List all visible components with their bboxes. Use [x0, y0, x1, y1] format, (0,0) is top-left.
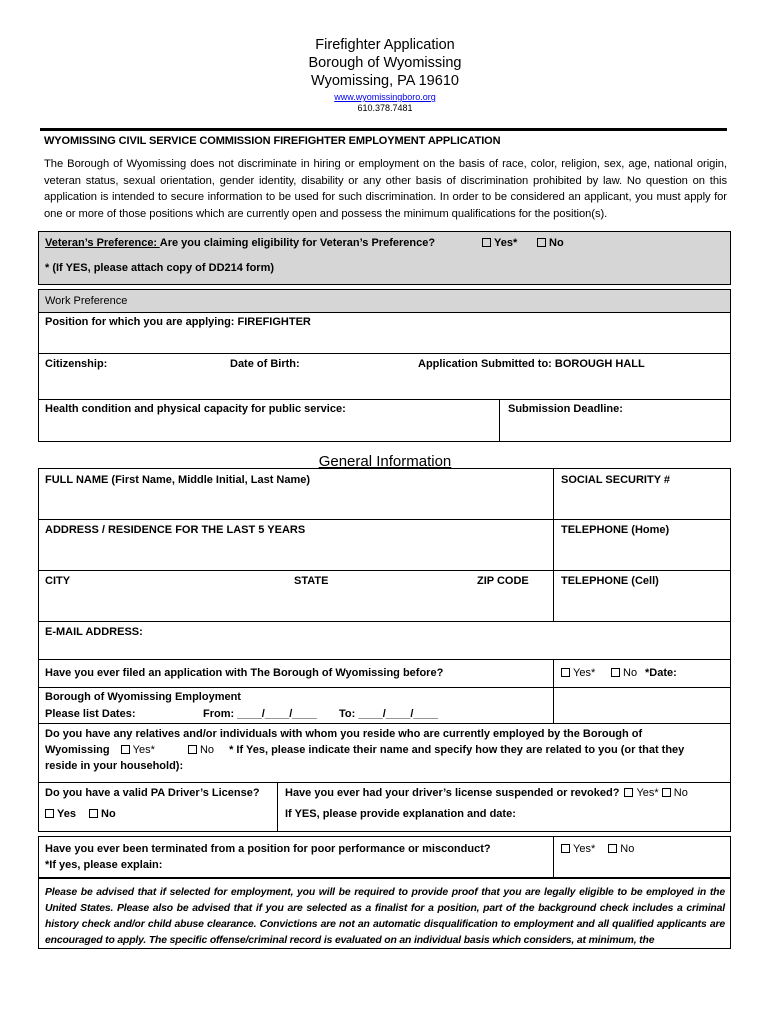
- email-label: E-MAIL ADDRESS:: [45, 626, 143, 638]
- filed-no-option[interactable]: [611, 667, 637, 679]
- header-rule: [40, 128, 727, 131]
- suspended-no-checkbox[interactable]: [662, 788, 671, 797]
- suspended-yes-checkbox[interactable]: [624, 788, 633, 797]
- employment-from: From: ____/____/____: [203, 708, 317, 720]
- veteran-no-option[interactable]: [537, 237, 564, 249]
- zip-label: ZIP CODE: [477, 575, 529, 587]
- phone-number: 610.378.7481: [357, 103, 413, 113]
- relatives-borough: Wyomissing: [45, 744, 110, 756]
- filed-no-label: No: [623, 667, 638, 679]
- relatives-no-checkbox[interactable]: [188, 745, 197, 754]
- license-yes-label: Yes: [57, 808, 76, 820]
- commission-title: WYOMISSING CIVIL SERVICE COMMISSION FIREFIGHTER EMPLOYMENT APPLICATION: [44, 135, 501, 147]
- license-no-label: No: [101, 808, 116, 820]
- advisory-text: Please be advised that if selected for employment, you will be required to provide proof that you are legally eligible to be employed in the United States. Please also be advised that if you are selected as a finalist for a position, part of the background check includes a criminal history check and/or child abuse clearance. Convictions are not an automatic disqualification to employment and all qualified applicants are encouraged to apply. The specific offense/criminal record is evaluated on an individual basis which considers, at minimum, the: [45, 887, 725, 946]
- relatives-yes-checkbox[interactable]: [121, 745, 130, 754]
- health-label: Health condition and physical capacity for public service:: [45, 403, 346, 415]
- veteran-yes-checkbox[interactable]: [482, 238, 491, 247]
- veteran-preference-question: Are you claiming eligibility for Veteran’s Preference?: [159, 237, 436, 249]
- work-preference-header: [38, 289, 731, 313]
- relatives-instructions: * If Yes, please indicate their name and specify how they are related to you (or that they: [229, 744, 685, 756]
- general-information-title: General Information: [318, 453, 452, 470]
- license-options: [45, 808, 116, 820]
- borough-location: Wyomissing, PA 19610: [311, 73, 459, 89]
- license-question: Do you have a valid PA Driver’s License?: [45, 787, 260, 799]
- terminated-question: Have you ever been terminated from a position for poor performance or misconduct?: [45, 843, 491, 855]
- filed-yes-label: Yes*: [573, 667, 596, 679]
- deadline-label: Submission Deadline:: [508, 403, 623, 415]
- veteran-yes-option[interactable]: [482, 237, 517, 249]
- dd214-note: * (If YES, please attach copy of DD214 form): [45, 262, 275, 274]
- state-label: STATE: [294, 575, 329, 587]
- relatives-question-line2: [45, 744, 684, 756]
- suspended-yes-label: Yes*: [636, 787, 659, 799]
- name-divider: [553, 468, 554, 520]
- city-divider: [553, 570, 554, 622]
- relatives-question-line3: reside in your household):: [45, 760, 184, 772]
- address-divider: [553, 519, 554, 571]
- suspended-no-label: No: [673, 787, 688, 799]
- employment-to: To: ____/____/____: [339, 708, 438, 720]
- employment-dates-label: Please list Dates:: [45, 708, 136, 720]
- terminated-no-label: No: [620, 843, 635, 855]
- address-label: ADDRESS / RESIDENCE FOR THE LAST 5 YEARS: [45, 524, 306, 536]
- relatives-question-line1: Do you have any relatives and/or individuals with whom you reside who are currently employed by the Borough of: [45, 728, 643, 740]
- terminated-no-checkbox[interactable]: [608, 844, 617, 853]
- veteran-preference-heading: Veteran’s Preference:: [45, 237, 160, 249]
- terminated-yes-checkbox[interactable]: [561, 844, 570, 853]
- relatives-no-label: No: [199, 744, 215, 756]
- relatives-yes-label: Yes*: [132, 744, 155, 756]
- telephone-cell-label: TELEPHONE (Cell): [561, 575, 659, 587]
- ssn-label: SOCIAL SECURITY #: [561, 474, 671, 486]
- document-title: Firefighter Application: [315, 37, 455, 53]
- filed-yes-checkbox[interactable]: [561, 668, 570, 677]
- filed-yes-option[interactable]: [561, 667, 595, 679]
- terminated-options: [561, 843, 634, 855]
- citizenship-label: Citizenship:: [45, 358, 108, 370]
- veteran-no-checkbox[interactable]: [537, 238, 546, 247]
- filed-before-question: Have you ever filed an application with The Borough of Wyomissing before?: [45, 667, 444, 679]
- suspended-question: [285, 787, 688, 799]
- license-divider: [277, 782, 278, 832]
- work-preference-title: Work Preference: [45, 295, 128, 307]
- non-discrimination-statement: The Borough of Wyomissing does not discriminate in hiring or employment on the basis of race, color, religion, sex, age, national origin, veteran status, sexual orientation, gender identity, disability or any other basis of discrimination prohibited by law. No question on this application is intended to secure information to be used for such discrimination. In order to be considered an applicant, you must apply for one or more of those positions which are currently open and possess the minimum qualifications for the position(s).: [44, 158, 727, 220]
- full-name-label: FULL NAME (First Name, Middle Initial, Last Name): [45, 474, 311, 486]
- city-label: CITY: [45, 575, 71, 587]
- employment-title: Borough of Wyomissing Employment: [45, 691, 241, 703]
- license-no-checkbox[interactable]: [89, 809, 98, 818]
- veteran-no-label: No: [549, 237, 564, 249]
- terminated-yes-label: Yes*: [573, 843, 596, 855]
- filed-date-label: *Date:: [645, 667, 677, 679]
- telephone-home-label: TELEPHONE (Home): [561, 524, 670, 536]
- dob-label: Date of Birth:: [230, 358, 300, 370]
- veteran-preference-label: [45, 237, 435, 249]
- position-label: Position for which you are applying: FIREFIGHTER: [45, 316, 311, 328]
- license-yes-checkbox[interactable]: [45, 809, 54, 818]
- borough-name: Borough of Wyomissing: [308, 55, 462, 71]
- website-link[interactable]: www.wyomissingboro.org: [334, 92, 436, 102]
- terminated-explain-label: *If yes, please explain:: [45, 859, 163, 871]
- health-divider: [499, 399, 500, 442]
- suspended-explain-label: If YES, please provide explanation and date:: [285, 808, 516, 820]
- veteran-yes-label: Yes*: [494, 237, 518, 249]
- submitted-to-label: Application Submitted to: BOROUGH HALL: [418, 358, 645, 370]
- terminated-divider: [553, 836, 554, 878]
- filed-no-checkbox[interactable]: [611, 668, 620, 677]
- suspended-question-text: Have you ever had your driver’s license suspended or revoked?: [285, 787, 620, 799]
